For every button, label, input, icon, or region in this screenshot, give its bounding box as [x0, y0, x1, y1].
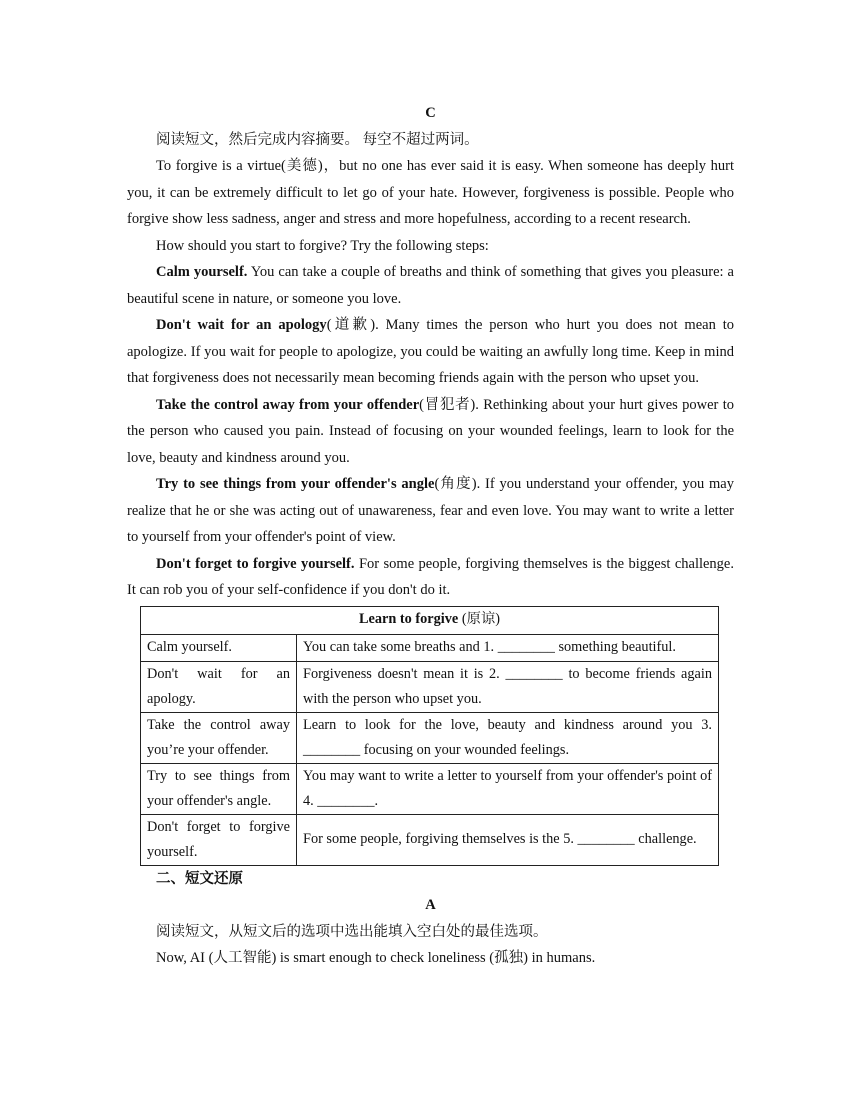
- step-text: (道歉). Many times the person who hurt you does not mean to apologize. If you wait for people to apologize, you could be waiting an awfully long time. Keep in mind that forgiveness does not necessarily mean becoming friends again with the person who upset you.: [127, 317, 734, 386]
- step-paragraph: [127, 551, 734, 604]
- table-cell-step: Calm yourself.: [141, 634, 297, 661]
- table-row: [141, 763, 719, 814]
- table-cell-step: Try to see things from your offender's angle.: [141, 763, 297, 814]
- step-text: (角度). If you understand your offender, you may realize that he or she was acting out of unawareness, fear and even love. You may want to write a letter to yourself from your offender's point of view.: [127, 476, 734, 545]
- table-title: [141, 606, 719, 634]
- instruction-c: 阅读短文，然后完成内容摘要。 每空不超过两词。: [156, 131, 479, 148]
- table-row: [141, 712, 719, 763]
- table-row: [141, 634, 719, 661]
- step-text: For some people, forgiving themselves is the biggest challenge. It can rob you of your self-confidence if you don't do it.: [127, 555, 734, 598]
- step-title: Calm yourself.: [156, 264, 248, 280]
- table-title-chinese: (原谅): [458, 610, 500, 627]
- passage-first-line: Now, AI (人工智能) is smart enough to check loneliness (孤独) in humans.: [156, 950, 596, 966]
- intro-paragraph: To forgive is a virtue(美德)，but no one has ever said it is easy. When someone has deeply hurt you, it can be extremely difficult to let go of your hate. However, forgiveness is possible. People who forgive show less sadness, anger and stress and more hopefulness, according to a recent research.: [127, 158, 734, 227]
- table-row: [141, 661, 719, 712]
- steps-lead: How should you start to forgive? Try the following steps:: [156, 237, 489, 254]
- step-paragraph: [127, 471, 734, 551]
- step-title: Don't forget to forgive yourself.: [156, 555, 355, 572]
- instruction-a: 阅读短文，从短文后的选项中选出能填入空白处的最佳选项。: [156, 923, 548, 940]
- step-paragraph: [127, 392, 734, 472]
- table-cell-summary: Forgiveness doesn't mean it is 2. ________ to become friends again with the person who upset you.: [297, 661, 719, 712]
- table-row: [141, 814, 719, 865]
- table-cell-summary: You can take some breaths and 1. ________ something beautiful.: [297, 634, 719, 661]
- step-paragraph: [127, 312, 734, 392]
- table-cell-step: Don't forget to forgive yourself.: [141, 814, 297, 865]
- document-page: [127, 100, 734, 972]
- step-title: Don't wait for an apology: [156, 317, 327, 333]
- table-title-bold: Learn to forgive: [359, 610, 459, 627]
- section-heading-a: A: [425, 897, 436, 913]
- section-title-two: 二、短文还原: [156, 870, 243, 887]
- table-cell-summary: For some people, forgiving themselves is the 5. ________ challenge.: [297, 814, 719, 865]
- section-heading-c: C: [425, 105, 436, 121]
- table-cell-step: Take the control away you’re your offender.: [141, 712, 297, 763]
- table-cell-summary: Learn to look for the love, beauty and kindness around you 3. ________ focusing on your wounded feelings.: [297, 712, 719, 763]
- step-title: Take the control away from your offender: [156, 396, 420, 413]
- table-cell-step: Don't wait for an apology.: [141, 661, 297, 712]
- summary-table: [140, 606, 719, 866]
- step-text: (冒犯者). Rethinking about your hurt gives power to the person who caused you pain. Instead of focusing on your wounded feelings, learn to look for the love, beauty and kindness around you.: [127, 396, 734, 466]
- table-cell-summary: You may want to write a letter to yourself from your offender's point of 4. ________.: [297, 763, 719, 814]
- step-title: Try to see things from your offender's angle: [156, 476, 435, 492]
- step-text: You can take a couple of breaths and think of something that gives you pleasure: a beautiful scene in nature, or someone you love.: [127, 264, 734, 307]
- step-paragraph: [127, 259, 734, 312]
